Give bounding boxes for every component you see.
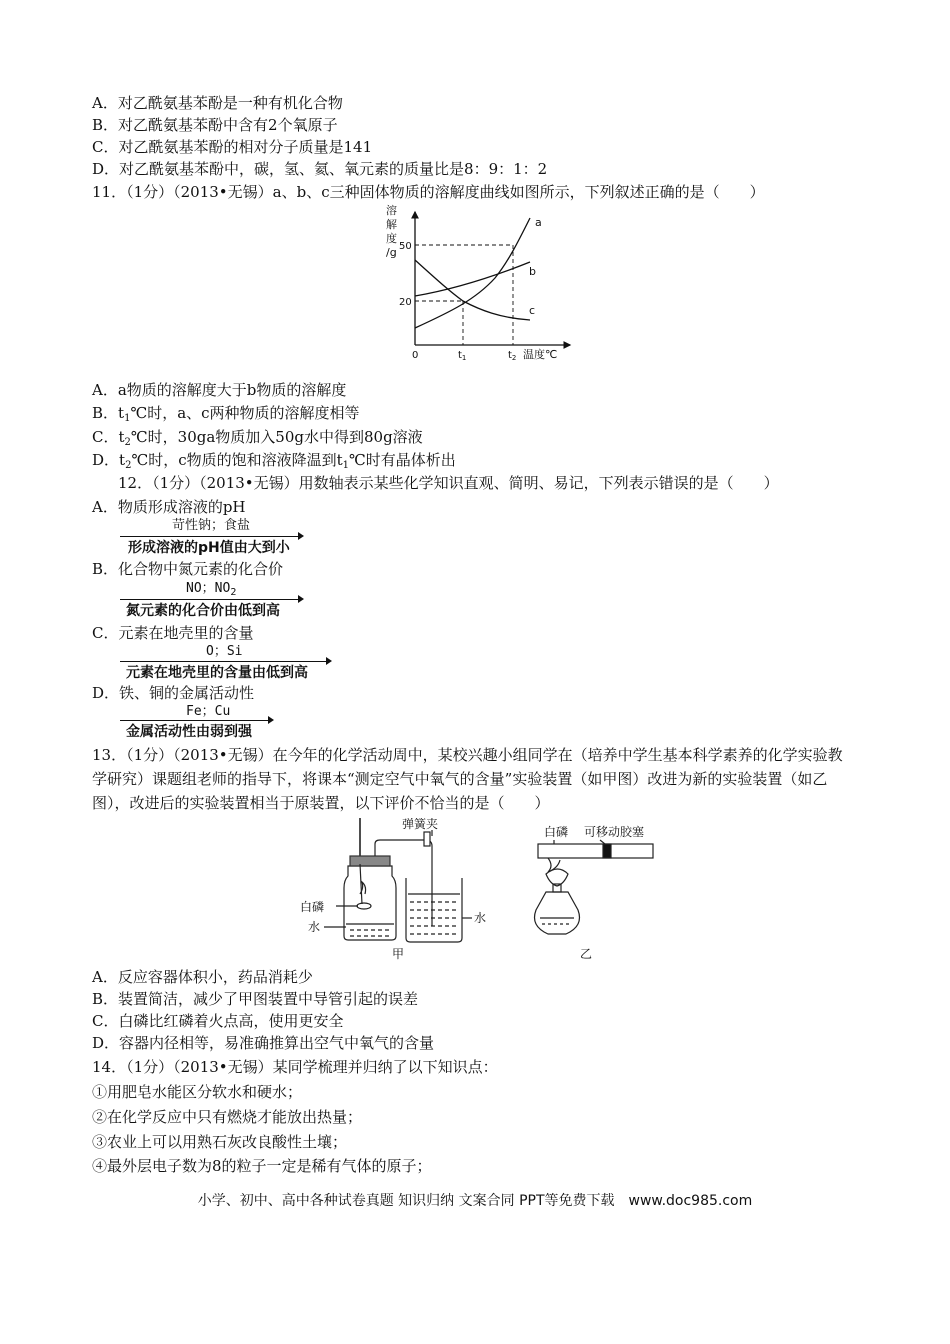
label-jia: 甲 [392,947,405,961]
q10-option-a: A．对乙酰氨基苯酚是一种有机化合物 [92,94,343,112]
q11-stem: 11．（1分）（2013•无锡）a、b、c三种固体物质的溶解度曲线如图所示，下列叙述正确的是（ ） [92,183,765,201]
page-footer: 小学、初中、高中各种试卷真题 知识归纳 文案合同 PPT等免费下载 www.doc985.com [197,1193,753,1209]
ylabel-4: /g [386,246,397,259]
label-stopper: 可移动胶塞 [584,825,645,839]
label-a: a [535,216,542,229]
xlabel: 温度℃ [523,348,558,361]
q10-option-b: B．对乙酰氨基苯酚中含有2个氧原子 [92,116,338,134]
q12-c-top: O；Si [206,644,243,659]
q14-item-1: ①用肥皂水能区分软水和硬水； [92,1083,303,1101]
label-water-right: 水 [474,911,487,925]
q11-option-d: D．$t_2℃$时，c物质的饱和溶液降温到$t_1℃$时有晶体析出 [92,451,456,471]
q12-d-axis-caption: 金属活动性由弱到强 [126,724,252,740]
q12-option-b: B．化合物中氮元素的化合价 [92,560,284,578]
label-white-p-left: 白磷 [300,900,325,914]
q13-option-c: C．白磷比红磷着火点高，使用更安全 [92,1012,344,1030]
q12-d-top: Fe；Cu [186,704,231,719]
q14-item-2: ②在化学反应中只有燃烧才能放出热量； [92,1108,363,1126]
label-c: c [529,304,536,317]
q13-option-d: D．容器内径相等，易准确推算出空气中氧气的含量 [92,1034,435,1052]
q12-option-c: C．元素在地壳里的含量 [92,624,254,642]
q12-b-axis-caption: 氮元素的化合价由低到高 [126,603,280,619]
bottle [344,866,396,940]
q12-option-a: A．物质形成溶液的pH [92,498,246,516]
q13-stem: 13．（1分）（2013•无锡）在今年的化学活动周中，某校兴趣小组同学在（培养中学生基本科学素养的化学实验教学研究）课题组老师的指导下，将课本“测定空气中氧气的含量”实验装置（如甲图）改进为新的实验装置（如乙图），改进后的实验装置相当于原装置，以下评价不恰当的是（ ） [92,746,843,812]
label-clamp: 弹簧夹 [402,818,439,831]
q12-b-top: NO；$NO_2$ [186,581,237,598]
q12-option-d: D．铁、铜的金属活动性 [92,684,255,702]
ytick-50: 50 [399,241,412,252]
apparatus-figure [300,818,660,963]
q14-item-4: ④最外层电子数为8的粒子一定是稀有气体的原子； [92,1157,432,1175]
q13-option-a: A．反应容器体积小，药品消耗少 [92,968,313,986]
xtick-t1: $t_1$ [458,350,467,362]
q11-option-a: A．a物质的溶解度大于b物质的溶解度 [92,381,347,399]
ylabel-1: 溶 [386,204,397,217]
label-yi: 乙 [580,947,593,961]
xtick-t2: $t_2$ [508,350,517,362]
q12-stem: 12．（1分）（2013•无锡）用数轴表示某些化学知识直观、简明、易记，下列表示错误的是（ ） [118,474,779,492]
q12-a-top: 苛性钠；食盐 [172,518,251,533]
ytick-20: 20 [399,297,412,308]
ylabel-3: 度 [386,232,397,245]
q11-option-c: C．$t_2℃$时，30ga物质加入50g水中得到80g溶液 [92,428,423,448]
q12-a-axis-caption: 形成溶液的pH值由大到小 [128,540,290,556]
q10-option-c: C．对乙酰氨基苯酚的相对分子质量是141 [92,138,373,156]
q14-item-3: ③农业上可以用熟石灰改良酸性土壤； [92,1133,348,1151]
q12-c-axis-caption: 元素在地壳里的含量由低到高 [126,665,308,681]
q14-stem: 14．（1分）（2013•无锡）某同学梳理并归纳了以下知识点： [92,1058,498,1076]
label-water-left: 水 [308,920,321,934]
q13-option-b: B．装置简洁，减少了甲图装置中导管引起的误差 [92,990,419,1008]
xtick-0: 0 [412,350,419,361]
q10-option-d: D．对乙酰氨基苯酚中，碳，氢、氦、氧元素的质量比是8：9：1：2 [92,160,548,178]
solubility-chart [380,200,580,368]
label-b: b [529,265,536,278]
label-white-p-right: 白磷 [544,825,569,839]
q11-option-b: B．$t_1℃$时，a、c两种物质的溶解度相等 [92,404,360,424]
alcohol-lamp [535,892,580,934]
glass-tube [538,844,653,858]
ylabel-2: 解 [386,218,397,231]
